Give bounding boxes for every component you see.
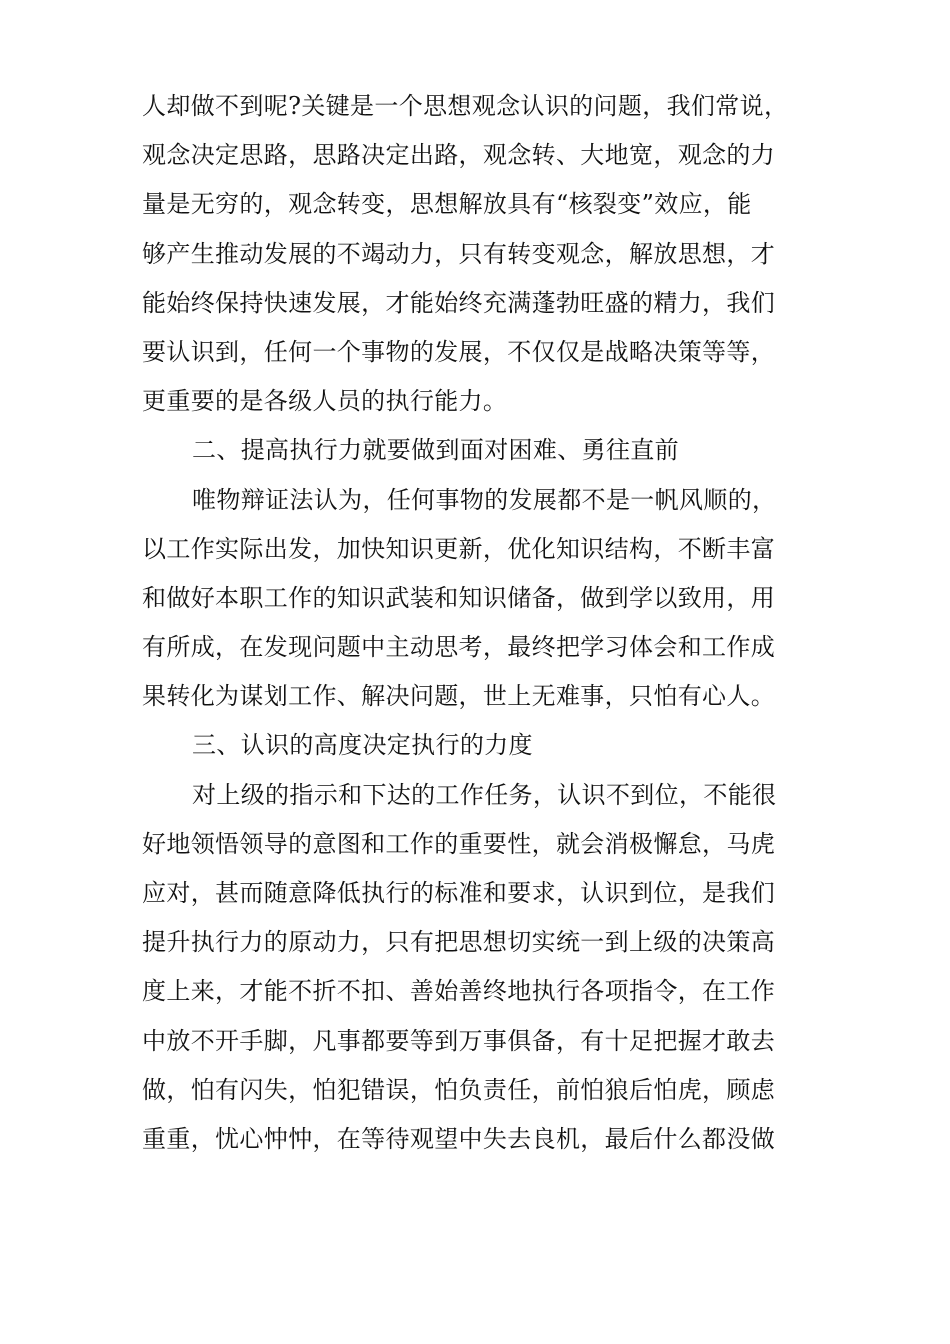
paragraph-line: 对上级的指示和下达的工作任务，认识不到位，不能很: [192, 780, 777, 809]
paragraph-line: 能始终保持快速发展，才能始终充满蓬勃旺盛的精力，我们: [142, 288, 776, 317]
paragraph-line: 做，怕有闪失，怕犯错误，怕负责任，前怕狼后怕虎，顾虑: [142, 1075, 776, 1104]
section-heading: 三、认识的高度决定执行的力度: [192, 731, 533, 760]
paragraph-line: 人却做不到呢?关键是一个思想观念认识的问题，我们常说，: [142, 92, 789, 120]
section-heading: 二、提高执行力就要做到面对困难、勇往直前: [192, 436, 679, 465]
paragraph-line: 应对，甚而随意降低执行的标准和要求，认识到位，是我们: [142, 879, 776, 907]
paragraph-line: 唯物辩证法认为，任何事物的发展都不是一帆风顺的，: [192, 485, 777, 514]
document-body: [142, 82, 832, 1164]
paragraph-line: 有所成，在发现问题中主动思考，最终把学习体会和工作成: [142, 633, 776, 662]
paragraph-line: 观念决定思路，思路决定出路，观念转、大地宽，观念的力: [142, 141, 776, 170]
paragraph-line: 好地领悟领导的意图和工作的重要性，就会消极懈怠，马虎: [142, 829, 776, 858]
paragraph-line: 提升执行力的原动力，只有把思想切实统一到上级的决策高: [142, 928, 776, 957]
paragraph-line: 更重要的是各级人员的执行能力。: [142, 387, 508, 416]
paragraph-line: 重重，忧心忡忡，在等待观望中失去良机，最后什么都没做: [142, 1124, 776, 1153]
paragraph-line: 量是无穷的，观念转变，思想解放具有“核裂变”效应，能: [142, 190, 752, 219]
paragraph-line: 中放不开手脚，凡事都要等到万事俱备，有十足把握才敢去: [142, 1026, 776, 1055]
paragraph-line: 够产生推动发展的不竭动力，只有转变观念，解放思想，才: [142, 239, 776, 268]
paragraph-line: 以工作实际出发，加快知识更新，优化知识结构，不断丰富: [142, 534, 776, 563]
paragraph-line: 和做好本职工作的知识武装和知识储备，做到学以致用，用: [142, 583, 776, 612]
paragraph-line: 果转化为谋划工作、解决问题，世上无难事，只怕有心人。: [142, 682, 776, 711]
paragraph-line: 度上来，才能不折不扣、善始善终地执行各项指令，在工作: [142, 977, 776, 1006]
paragraph-line: 要认识到，任何一个事物的发展，不仅仅是战略决策等等，: [142, 337, 776, 366]
